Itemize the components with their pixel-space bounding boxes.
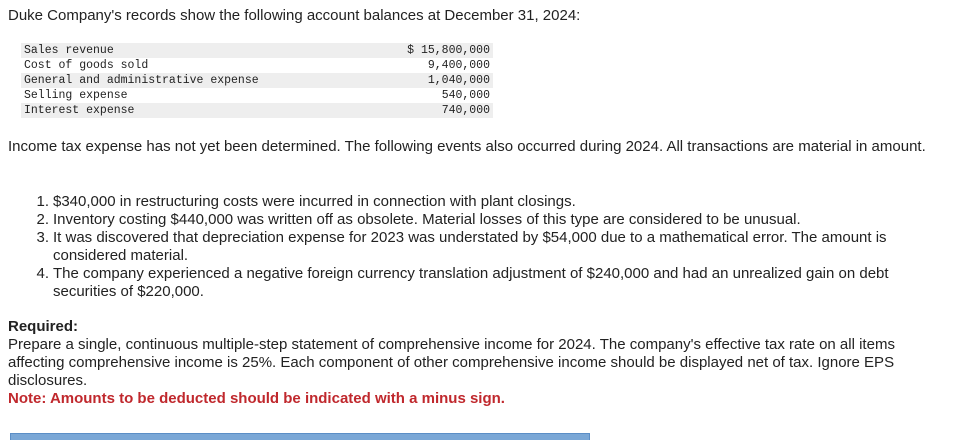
balance-amount: 540,000	[441, 89, 490, 102]
required-section	[8, 318, 948, 408]
balance-row	[21, 88, 493, 103]
list-item	[28, 193, 943, 211]
answer-table-header-bar	[10, 433, 590, 440]
balance-label: Interest expense	[24, 104, 135, 117]
list-number: 3.	[36, 229, 49, 246]
info-paragraph: Income tax expense has not yet been determined. The following events also occurred during 2024. All transactions are material in amount.	[8, 138, 926, 155]
balance-label: General and administrative expense	[24, 74, 259, 87]
balance-amount: 9,400,000	[427, 59, 490, 72]
list-number: 4.	[36, 265, 49, 282]
balance-amount: 740,000	[441, 104, 490, 117]
list-item	[28, 229, 943, 265]
balance-row	[21, 43, 493, 58]
required-text: Prepare a single, continuous multiple-step statement of comprehensive income for 2024. The company's effective tax rate on all items affecting comprehensive income is 25%. Each component of other comprehensive income should be displayed net of tax. Ignore EPS disclosures.	[8, 336, 895, 389]
balance-label: Selling expense	[24, 89, 128, 102]
intro-text: Duke Company's records show the following account balances at December 31, 2024:	[8, 7, 581, 24]
balance-row	[21, 58, 493, 73]
note-text: Note: Amounts to be deducted should be indicated with a minus sign.	[8, 390, 505, 407]
required-heading: Required:	[8, 318, 79, 335]
balance-amount: 1,040,000	[427, 74, 490, 87]
list-text: It was discovered that depreciation expense for 2023 was understated by $54,000 due to a mathematical error. The amount is considered material.	[53, 229, 887, 264]
balance-amount: $ 15,800,000	[407, 44, 490, 57]
list-text: The company experienced a negative foreign currency translation adjustment of $240,000 and had an unrealized gain on debt securities of $220,000.	[53, 265, 889, 300]
list-number: 2.	[36, 211, 49, 228]
balance-label: Cost of goods sold	[24, 59, 149, 72]
events-list	[28, 193, 943, 301]
balance-row	[21, 73, 493, 88]
list-item	[28, 211, 943, 229]
list-item	[28, 265, 943, 301]
list-text: $340,000 in restructuring costs were incurred in connection with plant closings.	[53, 193, 576, 210]
balance-label: Sales revenue	[24, 44, 114, 57]
account-balances-table	[21, 43, 493, 118]
balance-row	[21, 103, 493, 118]
list-number: 1.	[36, 193, 49, 210]
list-text: Inventory costing $440,000 was written off as obsolete. Material losses of this type are considered to be unusual.	[53, 211, 801, 228]
